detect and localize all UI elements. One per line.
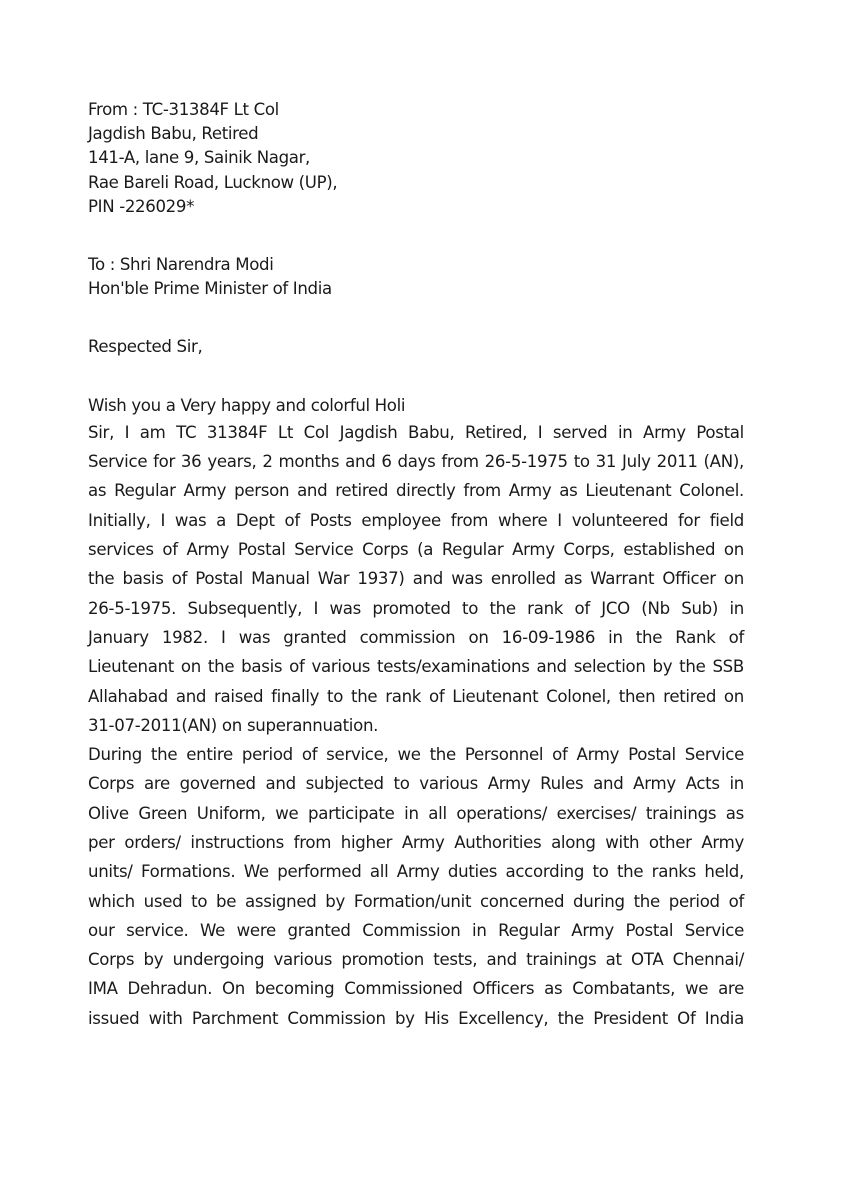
greeting: [88, 394, 744, 418]
sender-line: PIN -226029*: [88, 196, 195, 216]
paragraph-line: During the entire period of service, we the Personnel of Army Postal Service: [88, 745, 744, 765]
paragraph-line: our service. We were granted Commission in Regular Army Postal Service: [88, 920, 744, 940]
paragraph-line: Corps are governed and subjected to various Army Rules and Army Acts in: [88, 774, 744, 794]
sender-line: Rae Bareli Road, Lucknow (UP),: [88, 172, 338, 192]
sender-line: Jagdish Babu, Retired: [88, 124, 259, 144]
paragraph-line: the basis of Postal Manual War 1937) and was enrolled as Warrant Officer on: [88, 569, 744, 589]
paragraph-line: Allahabad and raised finally to the rank of Lieutenant Colonel, then retired on: [88, 686, 744, 706]
paragraph-line: units/ Formations. We performed all Army duties according to the ranks held,: [88, 862, 744, 882]
recipient-line: Hon'ble Prime Minister of India: [88, 279, 332, 299]
sender-line: From : TC-31384F Lt Col: [88, 100, 279, 119]
paragraph-line: per orders/ instructions from higher Army Authorities along with other Army: [88, 832, 744, 852]
paragraph-line: 26-5-1975. Subsequently, I was promoted to the rank of JCO (Nb Sub) in: [88, 598, 744, 618]
paragraph-line: services of Army Postal Service Corps (a Regular Army Corps, established on: [88, 540, 744, 560]
paragraph-line: Initially, I was a Dept of Posts employee from where I volunteered for field: [88, 510, 744, 530]
greeting-text: Wish you a Very happy and colorful Holi: [88, 395, 406, 415]
recipient-address: [88, 253, 744, 301]
paragraph-line: Service for 36 years, 2 months and 6 days from 26-5-1975 to 31 July 2011 (AN),: [88, 452, 744, 472]
paragraph-line: Olive Green Uniform, we participate in all operations/ exercises/ trainings as: [88, 803, 744, 823]
body-paragraph-2: [88, 740, 744, 1033]
paragraph-line: issued with Parchment Commission by His Excellency, the President Of India: [88, 1008, 744, 1028]
sender-address: [88, 98, 744, 219]
paragraph-line: as Regular Army person and retired directly from Army as Lieutenant Colonel.: [88, 481, 744, 501]
recipient-line: To : Shri Narendra Modi: [88, 255, 274, 275]
paragraph-line: Sir, I am TC 31384F Lt Col Jagdish Babu, Retired, I served in Army Postal: [88, 422, 744, 442]
body-paragraph-1: [88, 418, 744, 740]
paragraph-line: which used to be assigned by Formation/unit concerned during the period of: [88, 891, 744, 911]
paragraph-line: Corps by undergoing various promotion tests, and trainings at OTA Chennai/: [88, 950, 744, 970]
sender-line: 141-A, lane 9, Sainik Nagar,: [88, 148, 310, 168]
paragraph-line: IMA Dehradun. On becoming Commissioned Officers as Combatants, we are: [88, 979, 744, 999]
salutation-text: Respected Sir,: [88, 337, 203, 357]
paragraph-line: Lieutenant on the basis of various tests/examinations and selection by the SSB: [88, 657, 744, 677]
paragraph-line: January 1982. I was granted commission on 16-09-1986 in the Rank of: [88, 627, 744, 647]
letter-page: [88, 98, 744, 1033]
paragraph-line: 31-07-2011(AN) on superannuation.: [88, 715, 379, 735]
salutation: [88, 335, 744, 359]
